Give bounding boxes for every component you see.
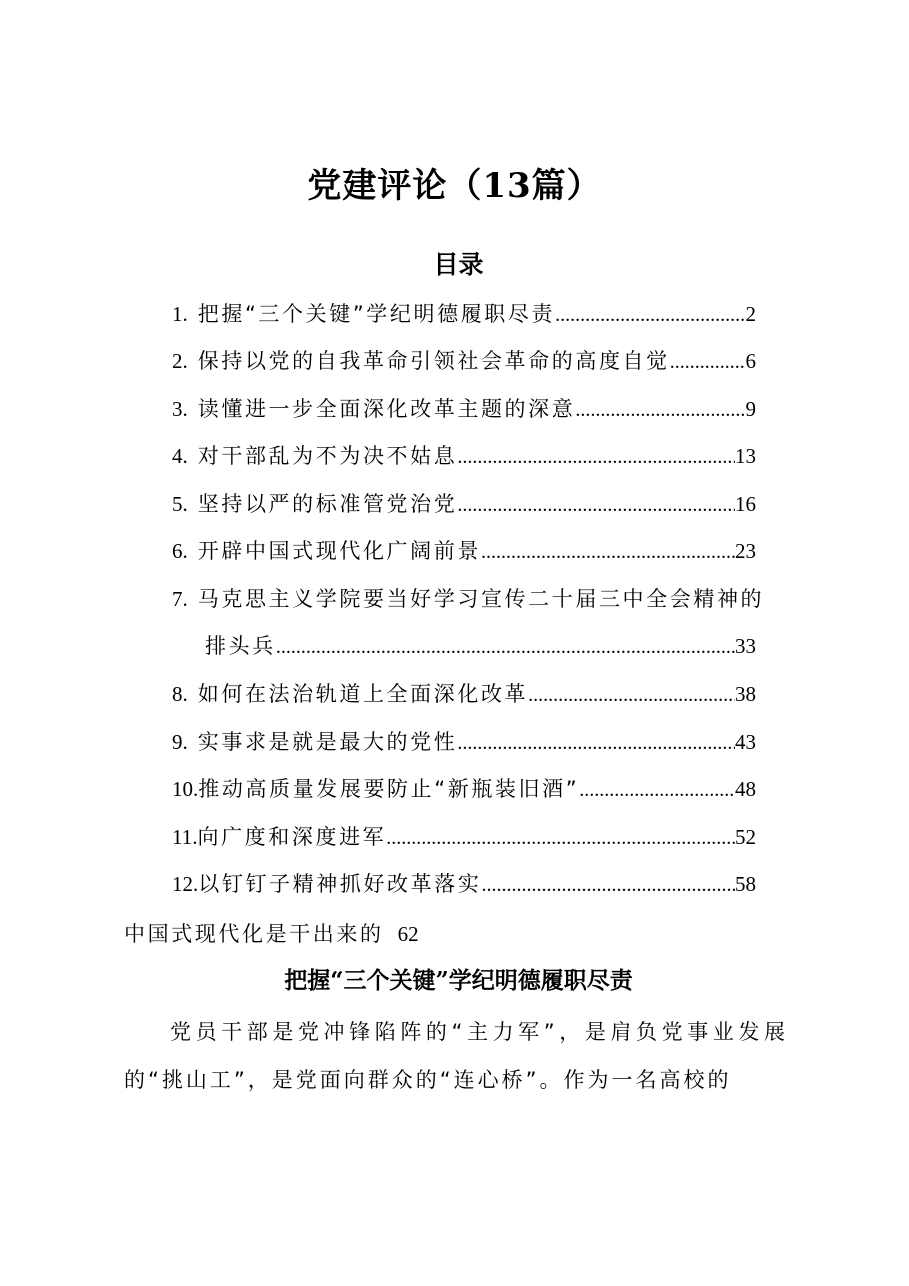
toc-entry-title: 推动高质量发展要防止“新瓶装旧酒” [198, 777, 580, 801]
toc-entry-title: 如何在法治轨道上全面深化改革 [197, 682, 529, 706]
toc-leader-dots [528, 684, 735, 707]
toc-leader-dots [481, 874, 735, 897]
toc-leader-dots [386, 827, 735, 850]
toc-entry-title: 实事求是就是最大的党性 [197, 730, 458, 754]
toc-leader-dots [457, 494, 735, 517]
toc-entry-number: 9. [172, 730, 188, 754]
toc-entry-page: 43 [735, 730, 756, 754]
toc-entry-number: 4. [172, 444, 188, 468]
toc-leader-dots [481, 541, 735, 564]
toc-entry-number: 10. [172, 777, 199, 801]
toc-leader-dots [457, 446, 735, 469]
toc-entry[interactable] [172, 821, 756, 855]
toc-entry[interactable] [172, 726, 756, 760]
toc-entry-page: 13 [735, 444, 756, 468]
toc-leader-dots [276, 636, 735, 659]
toc-entry-title: 保持以党的自我革命引领社会革命的高度自觉 [197, 349, 670, 373]
toc-entry[interactable] [172, 773, 756, 807]
toc-leader-dots [670, 351, 746, 374]
toc-entry-title: 开辟中国式现代化广阔前景 [197, 539, 481, 563]
toc-entry-number: 2. [172, 349, 188, 373]
toc-entry-title: 把握“三个关键”学纪明德履职尽责 [197, 302, 556, 326]
toc-entry-title: 中国式现代化是干出来的 [124, 922, 384, 946]
toc-entry[interactable] [172, 583, 792, 617]
toc-entry-title: 读懂进一步全面深化改革主题的深意 [197, 397, 576, 421]
toc-entry[interactable] [172, 298, 756, 332]
toc-entry-title: 对干部乱为不为决不姑息 [197, 444, 458, 468]
toc-entry-continuation[interactable] [205, 630, 756, 664]
toc-leader-dots [457, 732, 735, 755]
toc-entry-page: 58 [735, 872, 756, 896]
toc-entry-number: 11. [172, 825, 198, 849]
toc-entry[interactable] [172, 535, 756, 569]
toc-entry-title: 马克思主义学院要当好学习宣传二十届三中全会精神的 [197, 587, 765, 611]
toc-entry[interactable] [172, 488, 756, 522]
toc-leader-dots [575, 399, 745, 422]
toc-entry-page: 33 [735, 634, 756, 658]
toc-entry-title: 向广度和深度进军 [197, 825, 387, 849]
toc-entry-page: 9 [745, 397, 756, 421]
toc-entry[interactable] [172, 440, 756, 474]
toc-entry-number: 5. [172, 492, 188, 516]
toc-entry-page: 52 [735, 825, 756, 849]
toc-entry-number: 8. [172, 682, 188, 706]
toc-entry-number: 12. [172, 872, 199, 896]
toc-entry-page: 6 [745, 349, 756, 373]
toc-entry-title: 以钉钉子精神抓好改革落实 [198, 872, 482, 896]
toc-entry-title: 排头兵 [205, 634, 276, 658]
toc-entry-page: 48 [735, 777, 756, 801]
toc-leader-dots [579, 779, 735, 802]
toc-entry-number: 6. [172, 539, 188, 563]
document-title: 党建评论（13篇） [307, 166, 602, 206]
toc-entry-number: 1. [172, 302, 188, 326]
toc-entry[interactable] [172, 678, 756, 712]
toc-entry-number: 7. [172, 587, 188, 611]
toc-heading: 目录 [433, 250, 484, 279]
toc-entry[interactable] [172, 868, 756, 902]
toc-entry-number: 3. [172, 397, 188, 421]
article-title: 把握“三个关键”学纪明德履职尽责 [284, 967, 633, 994]
toc-leader-dots [555, 304, 745, 327]
toc-entry[interactable] [172, 345, 756, 379]
article-paragraph: 党员干部是党冲锋陷阵的“主力军”，是肩负党事业发展的“挑山工”，是党面向群众的“连心桥”。作为一名高校的 [124, 1020, 788, 1092]
toc-entry-page: 23 [735, 539, 756, 563]
toc-entry-page: 38 [735, 682, 756, 706]
toc-entry-page: 2 [745, 302, 756, 326]
toc-entry[interactable] [172, 393, 756, 427]
toc-entry-page: 16 [735, 492, 756, 516]
toc-entry-extra[interactable] [124, 918, 419, 948]
toc-entry-page: 62 [397, 922, 419, 946]
toc-entry-title: 坚持以严的标准管党治党 [197, 492, 458, 516]
